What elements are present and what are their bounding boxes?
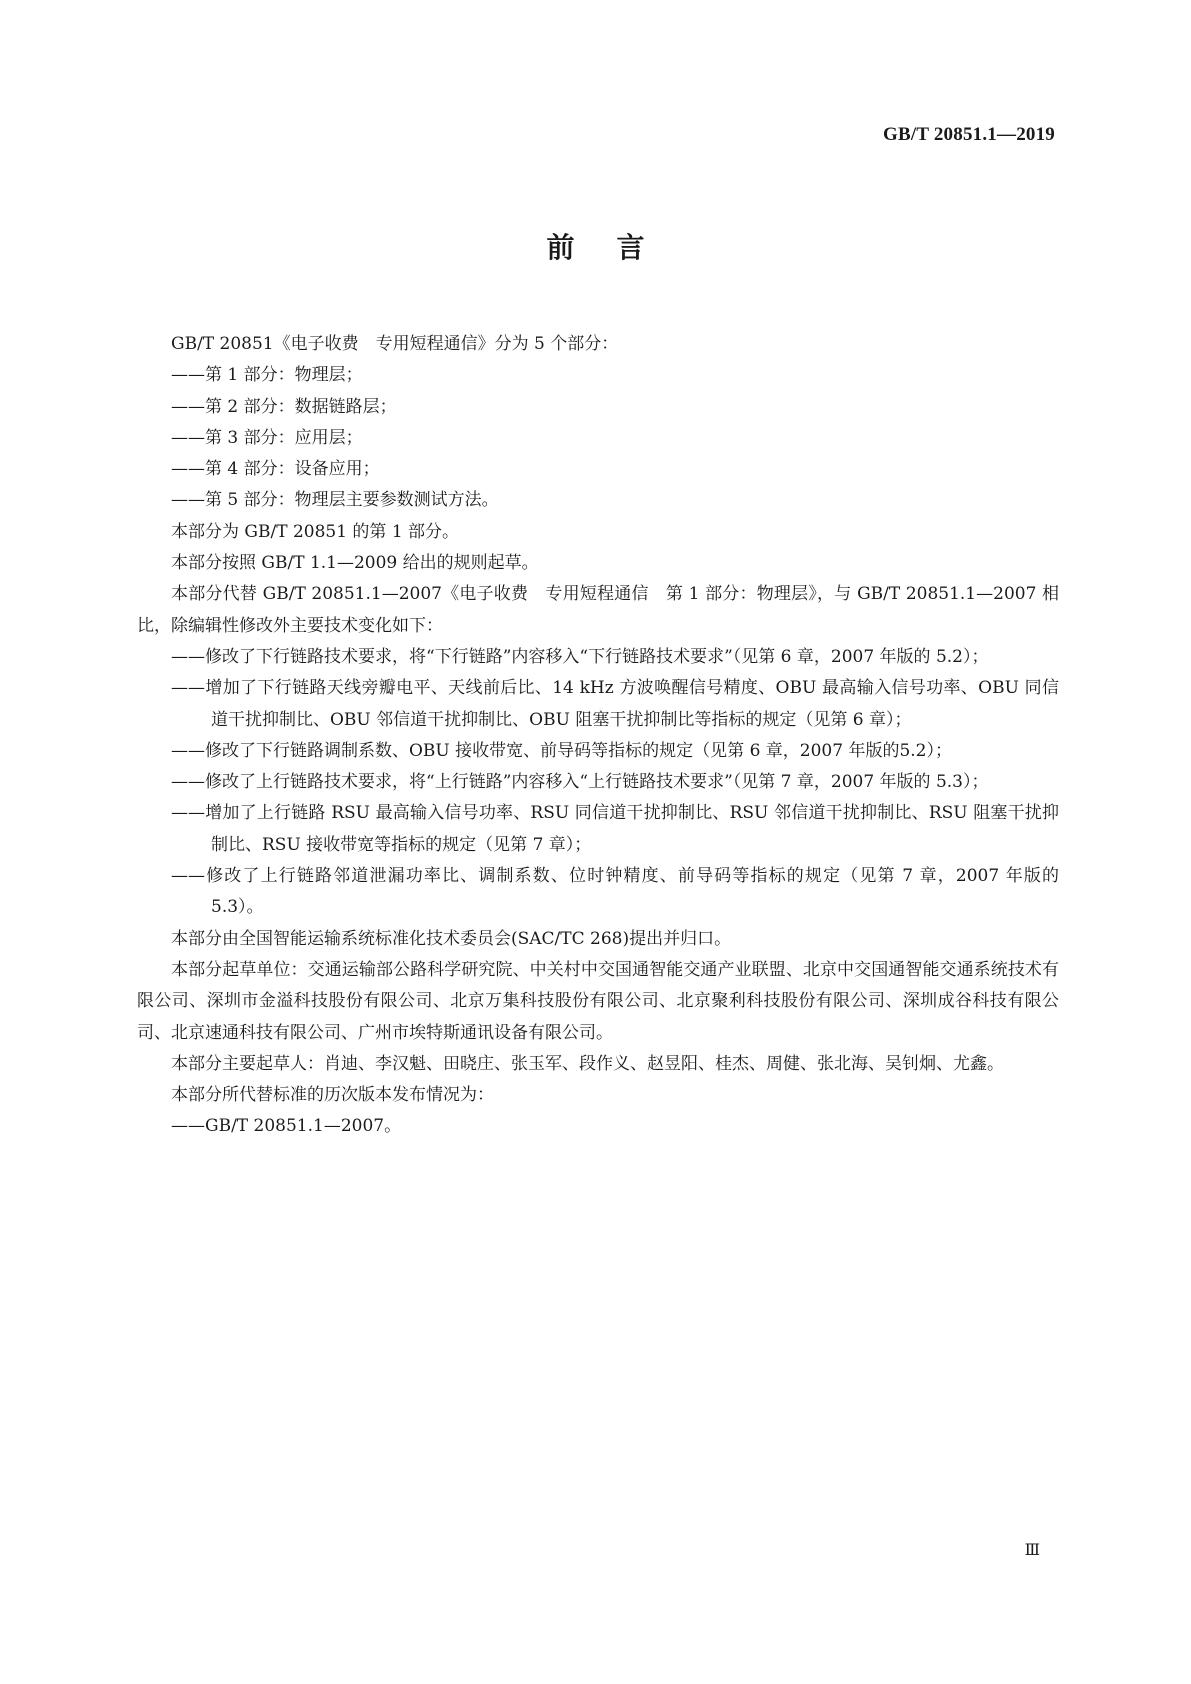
replacement-statement: 本部分代替 GB/T 20851.1—2007《电子收费 专用短程通信 第 1 部分：物理层》，与 GB/T 20851.1—2007 相比，除编辑性修改外主要技术变化如下： xyxy=(137,584,1059,636)
part-list-item: ——第 2 部分：数据链路层； xyxy=(171,396,397,417)
version-history-intro: 本部分所代替标准的历次版本发布情况为： xyxy=(171,1085,494,1106)
change-list-item: ——增加了上行链路 RSU 最高输入信号功率、RSU 同信道干扰抑制比、RSU 邻信道干扰抑制比、RSU 阻塞干扰抑制比、RSU 接收带宽等指标的规定（见第 7 章）； xyxy=(171,803,1059,855)
page-title: 前言 xyxy=(546,231,687,264)
part-list-item: ——第 3 部分：应用层； xyxy=(171,427,363,448)
change-list-item: ——修改了上行链路技术要求，将“上行链路”内容移入“上行链路技术要求”（见第 7 章，2007 年版的 5.3）； xyxy=(171,772,989,793)
intro-paragraph: GB/T 20851《电子收费 专用短程通信》分为 5 个部分： xyxy=(171,334,619,354)
change-list-item: ——修改了上行链路邻道泄漏功率比、调制系数、位时钟精度、前导码等指标的规定（见第 7 章，2007 年版的 5.3）。 xyxy=(171,866,1059,918)
part-list-item: ——第 4 部分：设备应用； xyxy=(171,459,380,480)
part-statement: 本部分为 GB/T 20851 的第 1 部分。 xyxy=(171,521,460,542)
page-number: Ⅲ xyxy=(1024,1542,1040,1559)
change-list-item: ——增加了下行链路天线旁瓣电平、天线前后比、14 kHz 方波唤醒信号精度、OBU 最高输入信号功率、OBU 同信道干扰抑制比、OBU 邻信道干扰抑制比、OBU 阻塞干扰抑制比等指标的规定（见第 6 章）； xyxy=(171,678,1059,730)
part-list-item: ——第 1 部分：物理层； xyxy=(171,365,363,386)
version-history-item: ——GB/T 20851.1—2007。 xyxy=(171,1116,402,1137)
change-list-item: ——修改了下行链路技术要求，将“下行链路”内容移入“下行链路技术要求”（见第 6 章，2007 年版的 5.2）； xyxy=(171,646,989,667)
main-drafters: 本部分主要起草人：肖迪、李汉魁、田晓庄、张玉军、段作义、赵昱阳、桂杰、周健、张北海、吴钊炯、尤鑫。 xyxy=(171,1053,1004,1074)
standard-number: GB/T 20851.1—2019 xyxy=(883,124,1055,145)
part-list-item: ——第 5 部分：物理层主要参数测试方法。 xyxy=(171,490,499,511)
change-list-item: ——修改了下行链路调制系数、OBU 接收带宽、前导码等指标的规定（见第 6 章，2007 年版的5.2）； xyxy=(171,740,952,761)
proposer-statement: 本部分由全国智能运输系统标准化技术委员会(SAC/TC 268)提出并归口。 xyxy=(171,928,732,949)
foreword-body xyxy=(137,329,1059,1143)
drafting-units: 本部分起草单位：交通运输部公路科学研究院、中关村中交国通智能交通产业联盟、北京中交国通智能交通系统技术有限公司、深圳市金溢科技股份有限公司、北京万集科技股份有限公司、北京聚利科技股份有限公司、深圳成谷科技有限公司、北京速通科技有限公司、广州市埃特斯通讯设备有限公司。 xyxy=(137,959,1059,1043)
drafting-rules: 本部分按照 GB/T 1.1—2009 给出的规则起草。 xyxy=(171,553,539,574)
